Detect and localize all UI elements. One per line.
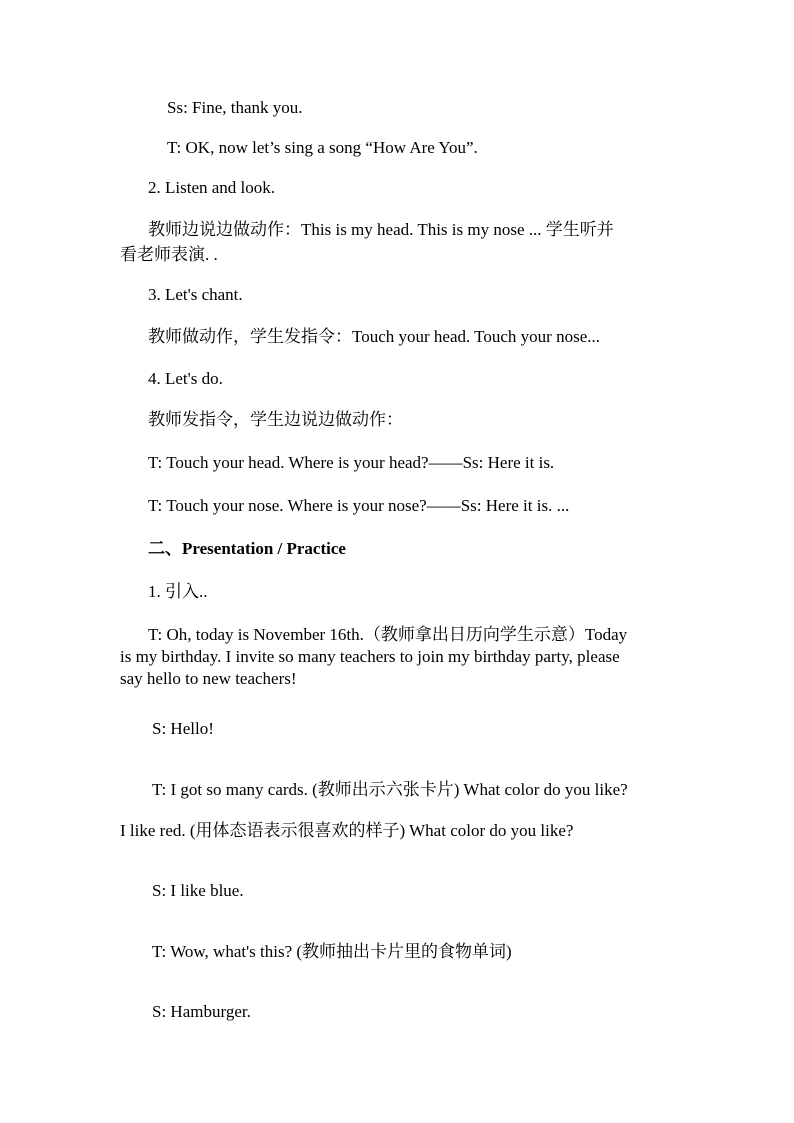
dialogue-line: T: Touch your nose. Where is your nose?——Ss: Here it is. ... [148, 496, 570, 515]
step-heading: 3. Let's chant. [148, 285, 243, 304]
dialogue-line: I like red. (用体态语表示很喜欢的样子) What color do you like? [120, 821, 574, 840]
section-heading: 二、Presentation / Practice [148, 539, 346, 558]
step-heading: 4. Let's do. [148, 369, 223, 388]
dialogue-line: S: Hello! [152, 719, 214, 738]
paragraph-line: 看老师表演. . [120, 245, 218, 264]
paragraph-line: is my birthday. I invite so many teachers to join my birthday party, please [120, 647, 620, 666]
step-heading: 1. 引入.. [148, 582, 208, 601]
dialogue-line: Ss: Fine, thank you. [167, 98, 303, 117]
paragraph-line: say hello to new teachers! [120, 669, 297, 688]
dialogue-line: S: I like blue. [152, 881, 244, 900]
paragraph-line: T: Oh, today is November 16th.（教师拿出日历向学生示意）Today [148, 625, 628, 644]
dialogue-line: T: I got so many cards. (教师出示六张卡片) What color do you like? [152, 780, 628, 799]
step-heading: 2. Listen and look. [148, 178, 276, 197]
paragraph-line: 教师发指令，学生边说边做动作： [148, 410, 403, 429]
dialogue-line: T: OK, now let’s sing a song “How Are You”. [167, 138, 478, 157]
paragraph-line: 教师做动作，学生发指令：Touch your head. Touch your nose... [148, 327, 601, 346]
dialogue-line: T: Wow, what's this? (教师抽出卡片里的食物单词) [152, 942, 512, 961]
dialogue-line: S: Hamburger. [152, 1002, 251, 1021]
paragraph-line: 教师边说边做动作：This is my head. This is my nose ... 学生听并 [148, 220, 614, 239]
dialogue-line: T: Touch your head. Where is your head?——Ss: Here it is. [148, 453, 555, 472]
